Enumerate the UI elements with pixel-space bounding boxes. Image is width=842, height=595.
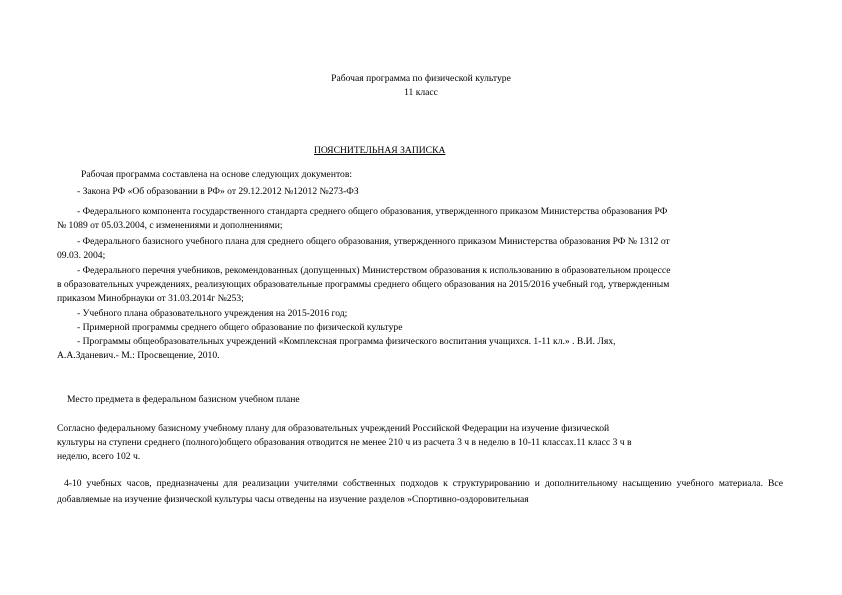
hours-paragraph: 4-10 учебных часов, предназначены для реализации учителями собственных подходов к структурированию и дополнительному насыщению учебного материала. Все добавляемые на изучение физической культуры часы отведены на изучение разделов »Спортивно-оздоровительная xyxy=(57,478,783,505)
basis-item-line: А.А.Зданевич.- М.: Просвещение, 2010. xyxy=(57,350,220,361)
basis-item-line: - Программы общеобразовательных учреждений «Комплексная программа физического воспитания учащихся. 1-11 кл.» . В.И. Лях, xyxy=(77,336,616,347)
place-heading: Место предмета в федеральном базисном учебном плане xyxy=(67,394,300,405)
basis-intro: Рабочая программа составлена на основе следующих документов: xyxy=(81,169,353,180)
place-line: Согласно федеральному базисному учебному плану для образовательных учреждений Российской Федерации на изучение физической xyxy=(57,423,610,434)
basis-item-line: № 1089 от 05.03.2004, с изменениями и дополнениями; xyxy=(57,220,283,231)
basis-item-line: - Учебного плана образовательного учреждения на 2015-2016 год; xyxy=(77,308,348,319)
grade-label: 11 класс xyxy=(404,87,438,98)
basis-item-line: приказом Минобрнауки от 31.03.2014г №253; xyxy=(57,293,244,304)
basis-item-line: 09.03. 2004; xyxy=(57,250,106,261)
section-heading: ПОЯСНИТЕЛЬНАЯ ЗАПИСКА xyxy=(314,145,446,156)
basis-item-line: - Федерального перечня учебников, рекомендованных (допущенных) Министерством образования к использованию в образовательном процессе xyxy=(77,265,671,276)
place-line: неделю, всего 102 ч. xyxy=(57,451,141,462)
basis-item-line: в образовательных учреждениях, реализующих образовательные программы среднего общего образования на 2015/2016 учебный год, утвержденным xyxy=(57,279,670,290)
basis-item-line: - Федерального базисного учебного плана для среднего общего образования, утвержденного приказом Министерства образования РФ № 1312 от xyxy=(77,236,670,247)
basis-item-line: - Примерной программы среднего общего образование по физической культуре xyxy=(77,322,403,333)
place-line: культуры на ступени среднего (полного)общего образования отводится не менее 210 ч из расчета 3 ч в неделю в 10-11 классах.11 класс 3 ч в xyxy=(57,437,632,448)
basis-item-line: - Федерального компонента государственного стандарта среднего общего образования, утвержденного приказом Министерства образования РФ xyxy=(77,206,668,217)
basis-item-line: - Закона РФ «Об образовании в РФ» от 29.12.2012 №12012 №273-ФЗ xyxy=(77,186,359,197)
program-title: Рабочая программа по физической культуре xyxy=(331,73,511,84)
